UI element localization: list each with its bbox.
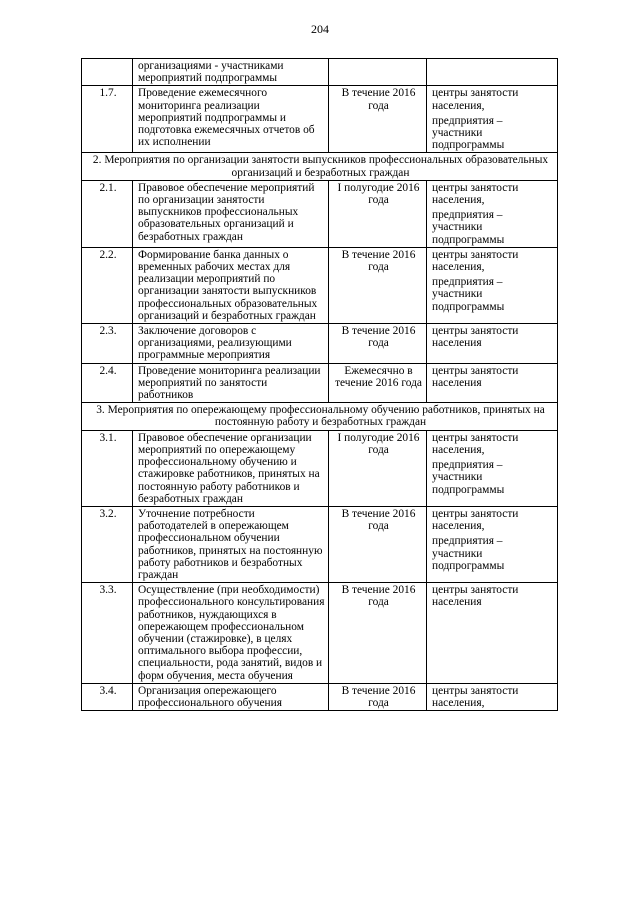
row-event: Правовое обеспечение организации мероприятий по опережающему профессиональному обучению и стажировке работников, принятых на постоянную работу работников и безработных граждан — [133, 430, 329, 506]
table-row — [82, 180, 558, 247]
table-row — [82, 363, 558, 403]
executor-line: центры занятости населения — [432, 364, 519, 389]
table-row — [82, 324, 558, 364]
executor-line: центры занятости населения — [432, 584, 519, 609]
table-row-continuation — [82, 59, 558, 86]
row-event: организациями - участниками мероприятий подпрограммы — [133, 59, 329, 86]
row-executors — [427, 506, 558, 582]
row-term — [329, 59, 427, 86]
row-term: В течение 2016 года — [329, 506, 427, 582]
row-term: I полугодие 2016 года — [329, 430, 427, 506]
page-number: 204 — [311, 22, 329, 36]
row-number: 2.1. — [82, 180, 133, 247]
executor-line: центры занятости населения, — [432, 684, 519, 709]
executor-line: центры занятости населения, — [432, 431, 519, 456]
executor-line: центры занятости населения, — [432, 87, 519, 112]
row-term: В течение 2016 года — [329, 583, 427, 684]
executor-line: предприятия – участники подпрограммы — [432, 114, 505, 152]
row-number — [82, 59, 133, 86]
executor-line: центры занятости населения, — [432, 507, 519, 533]
row-term: Ежемесячно в течение 2016 года — [329, 363, 427, 403]
row-executors — [427, 180, 558, 247]
row-event: Уточнение потребности работодателей в опережающем профессиональном обучении работников, принятых на постоянную работу работников и безработных граждан — [133, 506, 329, 582]
row-number: 3.2. — [82, 506, 133, 582]
executor-line: центры занятости населения, — [432, 248, 519, 274]
row-term: В течение 2016 года — [329, 683, 427, 710]
row-executors — [427, 59, 558, 86]
executor-line: предприятия – участники подпрограммы — [432, 276, 505, 313]
executor-line: предприятия – участники подпрограммы — [432, 209, 505, 246]
executor-line: предприятия – участники подпрограммы — [432, 535, 505, 572]
row-event: Заключение договоров с организациями, реализующими программные мероприятия — [133, 324, 329, 364]
table-row — [82, 683, 558, 710]
table-body — [82, 59, 558, 711]
row-term: В течение 2016 года — [329, 247, 427, 323]
table-row — [82, 506, 558, 582]
row-number: 1.7. — [82, 86, 133, 153]
section-header-row — [82, 153, 558, 180]
row-event: Правовое обеспечение мероприятий по организации занятости выпускников профессиональных образовательных организаций и безработных граждан — [133, 180, 329, 247]
row-executors — [427, 430, 558, 506]
row-executors — [427, 363, 558, 403]
executor-line: предприятия – участники подпрограммы — [432, 459, 505, 496]
row-executors — [427, 683, 558, 710]
row-event: Осуществление (при необходимости) профессионального консультирования работников, нуждающихся в опережающем профессиональном обучении (стажировке), в целях оптимального выбора профессии, специальности, рода занятий, видов и форм обучения, места обучения — [133, 583, 329, 684]
row-number: 2.4. — [82, 363, 133, 403]
row-event: Проведение мониторинга реализации мероприятий по занятости работников — [133, 363, 329, 403]
row-executors — [427, 247, 558, 323]
row-number: 2.3. — [82, 324, 133, 364]
program-activities-table — [81, 58, 558, 711]
row-number: 3.1. — [82, 430, 133, 506]
row-event: Организация опережающего профессионального обучения — [133, 683, 329, 710]
section-title: 3. Мероприятия по опережающему профессиональному обучению работников, принятых на постоянную работу и безработных граждан — [82, 403, 558, 430]
table-row — [82, 430, 558, 506]
table-row — [82, 247, 558, 323]
section-title: 2. Мероприятия по организации занятости выпускников профессиональных образовательных организаций и безработных граждан — [82, 153, 558, 180]
executor-line: центры занятости населения — [432, 325, 519, 350]
row-event: Формирование банка данных о временных рабочих местах для реализации мероприятий по организации занятости выпускников профессиональных образовательных организаций и безработных граждан — [133, 247, 329, 323]
table-row — [82, 583, 558, 684]
row-number: 2.2. — [82, 247, 133, 323]
row-executors — [427, 86, 558, 153]
executor-line: центры занятости населения, — [432, 181, 519, 207]
section-header-row — [82, 403, 558, 430]
row-executors — [427, 583, 558, 684]
row-number: 3.4. — [82, 683, 133, 710]
table-row — [82, 86, 558, 153]
row-term: В течение 2016 года — [329, 86, 427, 153]
row-term: В течение 2016 года — [329, 324, 427, 364]
row-event: Проведение ежемесячного мониторинга реализации мероприятий подпрограммы и подготовка ежемесячных отчетов об их исполнении — [133, 86, 329, 153]
row-number: 3.3. — [82, 583, 133, 684]
row-executors — [427, 324, 558, 364]
row-term: I полугодие 2016 года — [329, 180, 427, 247]
